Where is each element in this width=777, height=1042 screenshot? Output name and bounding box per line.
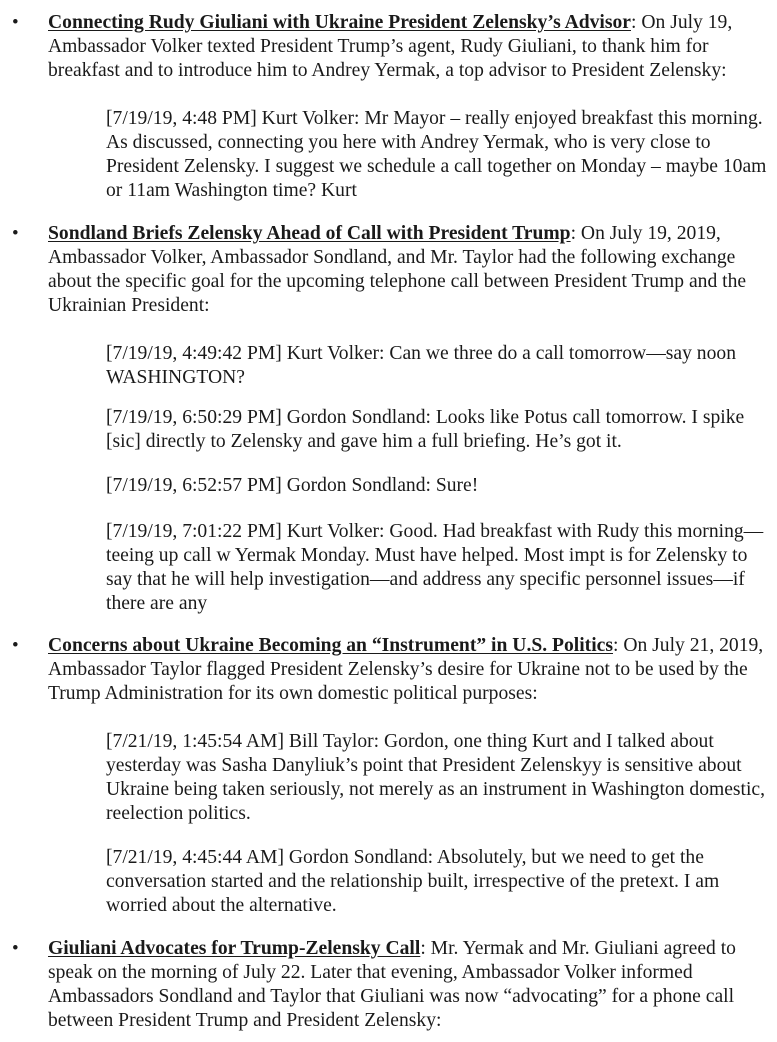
section-paragraph <box>48 634 766 706</box>
section-intro: : On July 19, Ambassador Volker texted President Trump’s agent, Rudy Giuliani, to thank him for breakfast and to introduce him to Andrey Yermak, a top advisor to President Zelensky: <box>48 12 733 81</box>
section-instrument-concerns <box>12 634 766 706</box>
section-paragraph <box>48 937 766 1033</box>
section-heading: Giuliani Advocates for Trump-Zelensky Call <box>48 938 421 959</box>
text-message: [7/21/19, 4:45:44 AM] Gordon Sondland: Absolutely, but we need to get the conversation started and the relationship built, irrespective of the pretext. I am worried about the alternative. <box>106 847 720 916</box>
section-heading: Concerns about Ukraine Becoming an “Instrument” in U.S. Politics <box>48 635 613 656</box>
section-heading: Sondland Briefs Zelensky Ahead of Call with President Trump <box>48 223 571 244</box>
section-giuliani-advocates <box>12 937 766 1033</box>
text-message: [7/19/19, 6:50:29 PM] Gordon Sondland: Looks like Potus call tomorrow. I spike [sic] directly to Zelensky and gave him a full briefing. He’s got it. <box>106 407 745 452</box>
bullet-icon: • <box>12 938 19 959</box>
bullet-icon: • <box>12 12 19 33</box>
section-heading: Connecting Rudy Giuliani with Ukraine President Zelensky’s Advisor <box>48 12 631 33</box>
section-intro: : On July 19, 2019, Ambassador Volker, Ambassador Sondland, and Mr. Taylor had the following exchange about the specific goal for the upcoming telephone call between President Trump and the Ukrainian President: <box>48 223 747 316</box>
text-message: [7/19/19, 7:01:22 PM] Kurt Volker: Good. Had breakfast with Rudy this morning—teeing up call w Yermak Monday. Must have helped. Most impt is for Zelensky to say that he will help investigation—and address any specific personnel issues—if there are any <box>106 521 764 614</box>
bullet-icon: • <box>12 635 19 656</box>
section-giuliani-yermak <box>12 11 766 83</box>
text-message: [7/21/19, 1:45:54 AM] Bill Taylor: Gordon, one thing Kurt and I talked about yesterday was Sasha Danyliuk’s point that President Zelenskyy is sensitive about Ukraine being taken seriously, not merely as an instrument in Washington domestic, reelection politics. <box>106 731 766 824</box>
text-message: [7/19/19, 4:48 PM] Kurt Volker: Mr Mayor – really enjoyed breakfast this morning. As discussed, connecting you here with Andrey Yermak, who is very close to President Zelensky. I suggest we schedule a call together on Monday – maybe 10am or 11am Washington time? Kurt <box>106 108 767 201</box>
text-message: [7/19/19, 4:49:42 PM] Kurt Volker: Can we three do a call tomorrow—say noon WASHINGTON? <box>106 343 736 388</box>
section-intro: : On July 21, 2019, Ambassador Taylor flagged President Zelensky’s desire for Ukraine not to be used by the Trump Administration for its own domestic political purposes: <box>48 635 764 704</box>
section-paragraph <box>48 222 766 318</box>
text-message: [7/19/19, 6:52:57 PM] Gordon Sondland: Sure! <box>106 475 479 496</box>
section-sondland-briefs <box>12 222 766 318</box>
section-intro: : Mr. Yermak and Mr. Giuliani agreed to speak on the morning of July 22. Later that evening, Ambassador Volker informed Ambassadors Sondland and Taylor that Giuliani was now “advocating” for a phone call between President Trump and President Zelensky: <box>48 938 736 1031</box>
section-paragraph <box>48 11 766 83</box>
bullet-icon: • <box>12 223 19 244</box>
